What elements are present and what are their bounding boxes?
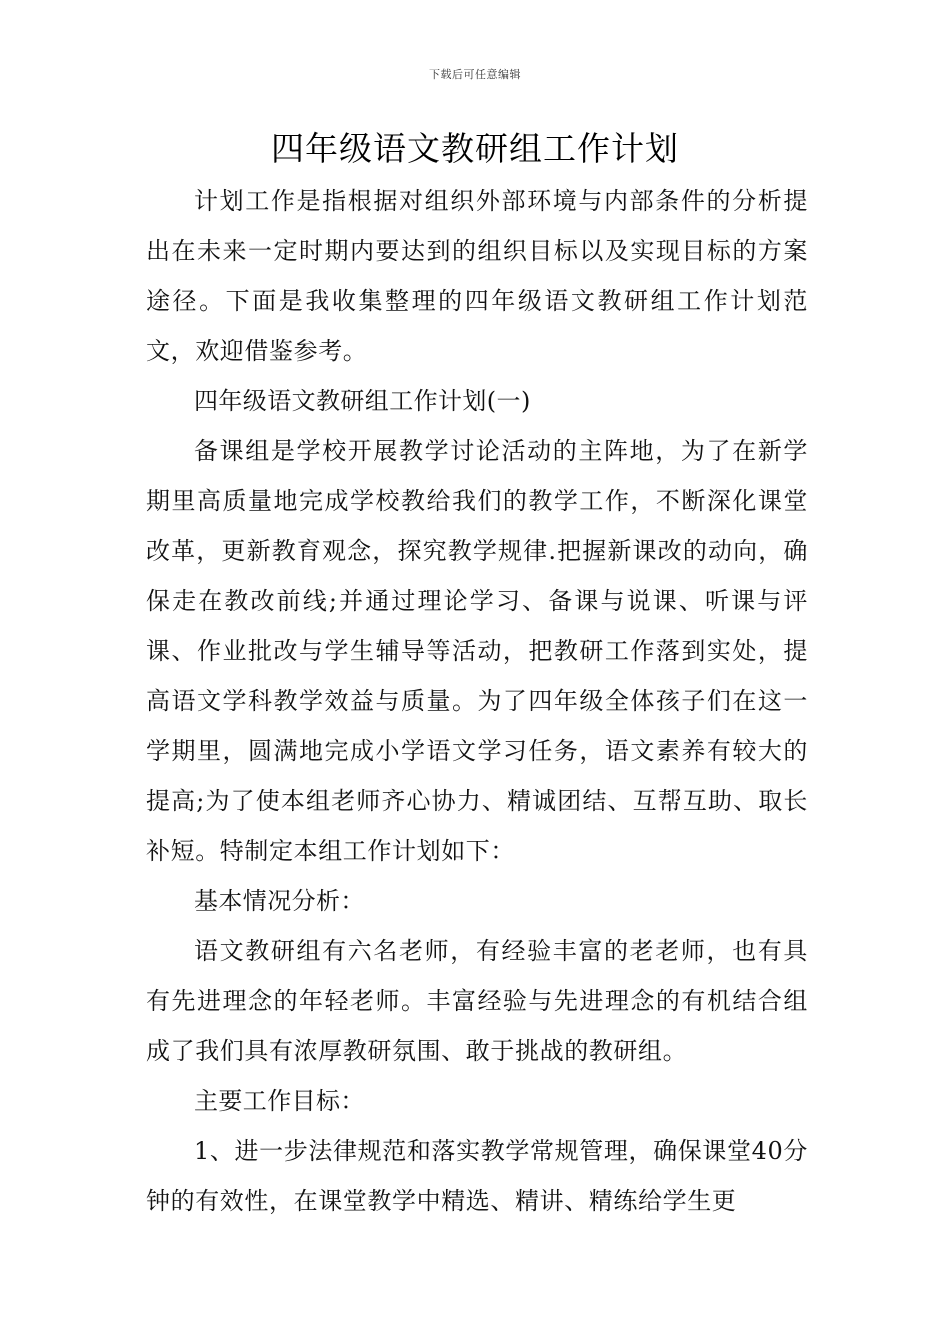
body-paragraph: 语文教研组有六名老师，有经验丰富的老老师，也有具有先进理念的年轻老师。丰富经验与先进理念的有机结合组成了我们具有浓厚教研氛围、敢于挑战的教研组。 — [146, 937, 808, 1065]
section-heading: 四年级语文教研组工作计划(一) — [194, 387, 531, 415]
body-paragraph: 1、进一步法律规范和落实教学常规管理，确保课堂40分钟的有效性，在课堂教学中精选、精讲、精练给学生更 — [146, 1137, 808, 1215]
subsection-heading: 主要工作目标： — [194, 1087, 365, 1115]
body-paragraph: 备课组是学校开展教学讨论活动的主阵地，为了在新学期里高质量地完成学校教给我们的教学工作，不断深化课堂改革，更新教育观念，探究教学规律.把握新课改的动向，确保走在教改前线;并通过理论学习、备课与说课、听课与评课、作业批改与学生辅导等活动，把教研工作落到实处，提高语文学科教学效益与质量。为了四年级全体孩子们在这一学期里，圆满地完成小学语文学习任务，语文素养有较大的提高;为了使本组老师齐心协力、精诚团结、互帮互助、取长补短。特制定本组工作计划如下： — [146, 437, 808, 865]
header-note: 下载后可任意编辑 — [429, 68, 521, 81]
document-title: 四年级语文教研组工作计划 — [271, 129, 679, 168]
subsection-heading: 基本情况分析： — [194, 887, 365, 915]
intro-paragraph: 计划工作是指根据对组织外部环境与内部条件的分析提出在未来一定时期内要达到的组织目标以及实现目标的方案途径。下面是我收集整理的四年级语文教研组工作计划范文，欢迎借鉴参考。 — [146, 187, 808, 365]
document-body — [146, 176, 808, 1226]
